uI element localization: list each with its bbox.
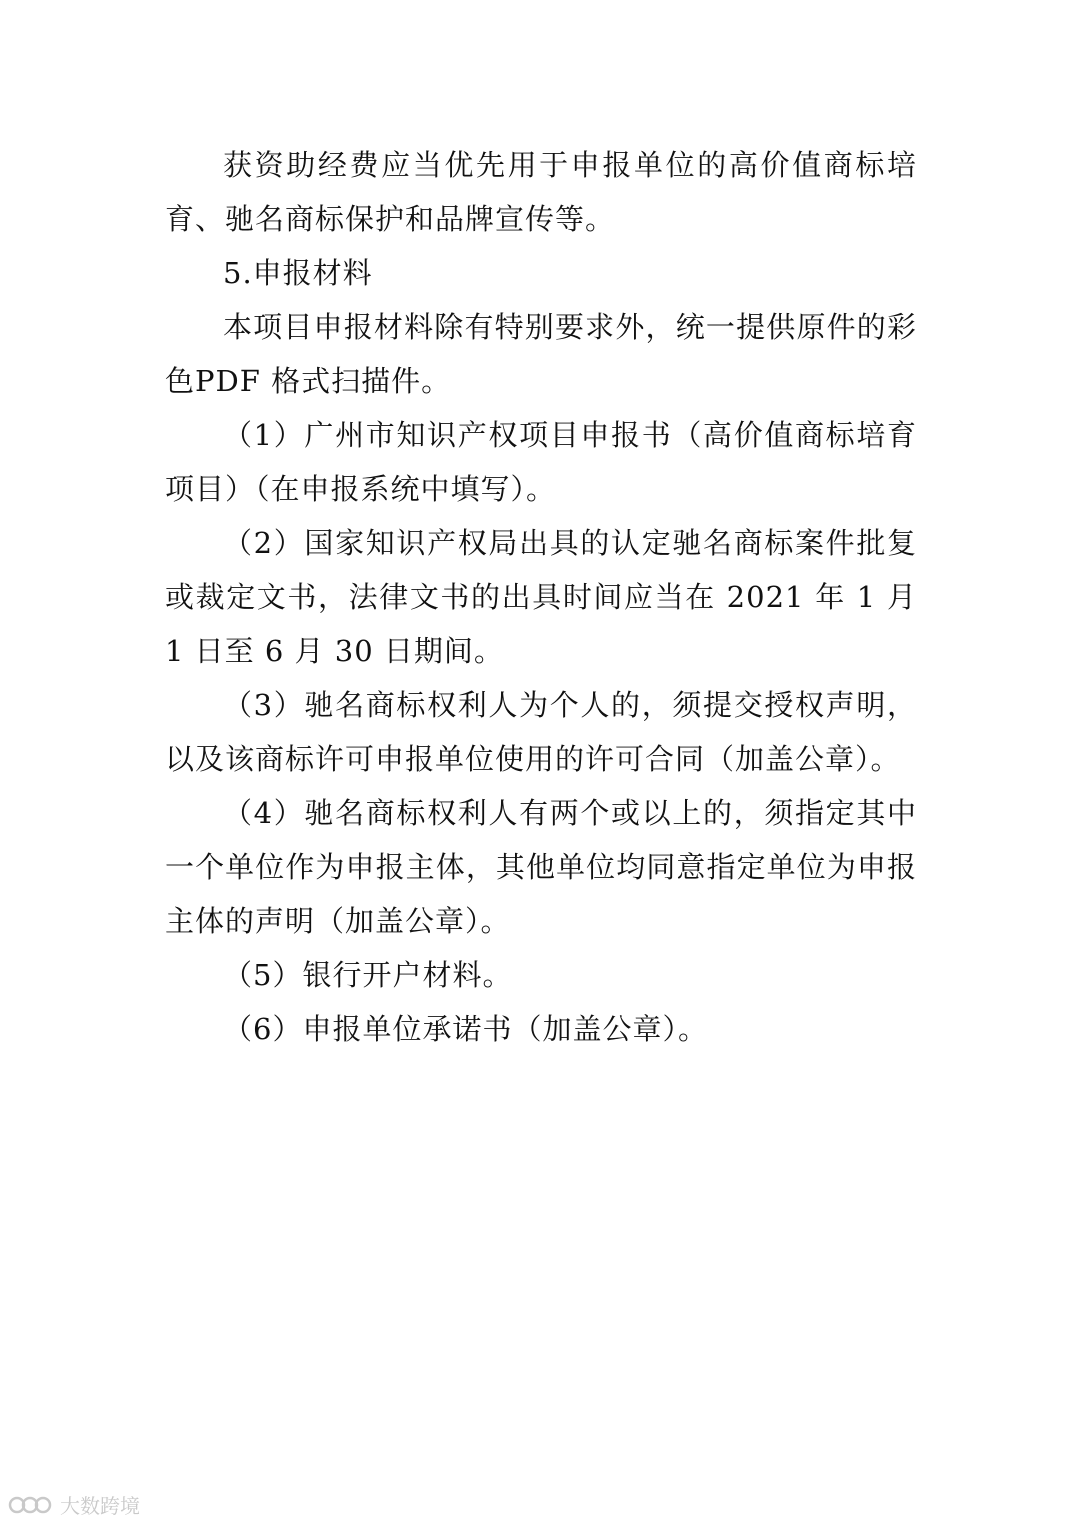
brand-logo-icon xyxy=(8,1492,54,1518)
list-item-6: （6）申报单位承诺书（加盖公章）。 xyxy=(223,1012,708,1046)
list-item-4: （4）驰名商标权利人有两个或以上的，须指定其中一个单位作为申报主体，其他单位均同意指定单位为申报主体的声明（加盖公章）。 xyxy=(165,796,917,938)
section-heading-materials: 5.申报材料 xyxy=(223,256,373,290)
watermark-text: 大数跨境 xyxy=(60,1494,140,1518)
list-item-3: （3）驰名商标权利人为个人的，须提交授权声明，以及该商标许可申报单位使用的许可合同（加盖公章）。 xyxy=(165,688,917,776)
list-item-5: （5）银行开户材料。 xyxy=(223,958,513,992)
document-body xyxy=(165,138,917,1056)
list-item-1: （1）广州市知识产权项目申报书（高价值商标培育项目）（在申报系统中填写）。 xyxy=(165,418,917,506)
watermark xyxy=(8,1490,140,1519)
paragraph-materials-intro: 本项目申报材料除有特别要求外，统一提供原件的彩色PDF 格式扫描件。 xyxy=(165,310,917,398)
list-item-2: （2）国家知识产权局出具的认定驰名商标案件批复或裁定文书，法律文书的出具时间应当在 2021 年 1 月 1 日至 6 月 30 日期间。 xyxy=(165,526,917,668)
paragraph-funding-use: 获资助经费应当优先用于申报单位的高价值商标培育、驰名商标保护和品牌宣传等。 xyxy=(165,148,917,236)
